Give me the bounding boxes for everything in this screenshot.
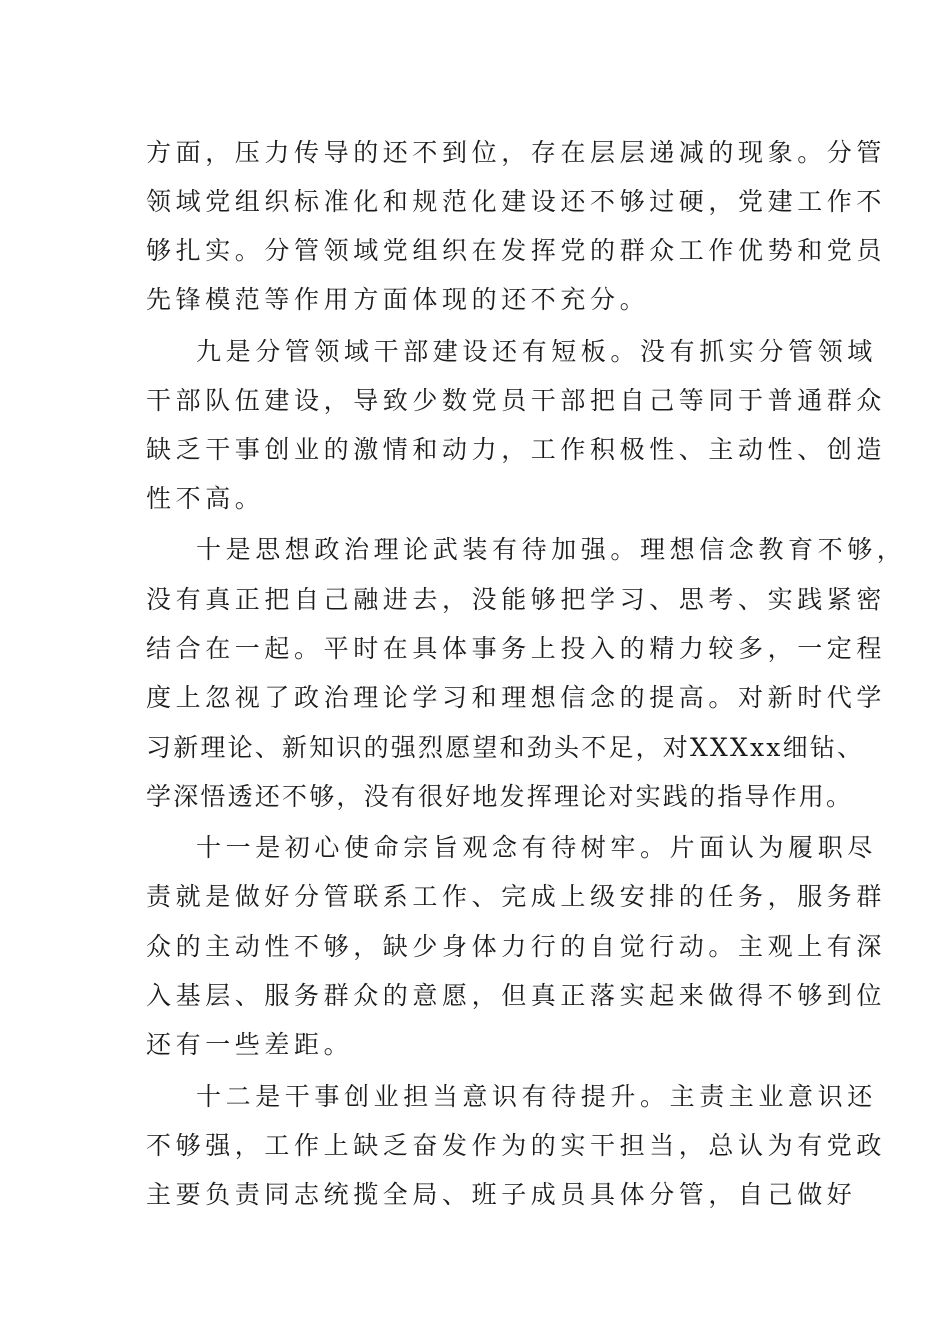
paragraph-first-line: 十一是初心使命宗旨观念有待树牢。片面认为履职尽 bbox=[196, 833, 877, 862]
text-line: 习新理论、新知识的强烈愿望和劲头不足，对XXXxx细钻、 bbox=[146, 733, 865, 762]
text-line: 够扎实。分管领域党组织在发挥党的群众工作优势和党员 bbox=[146, 236, 887, 265]
text-line: 入基层、服务群众的意愿，但真正落实起来做得不够到位 bbox=[146, 981, 887, 1010]
text-line: 方面，压力传导的还不到位，存在层层递减的现象。分管 bbox=[146, 138, 887, 167]
text-line: 结合在一起。平时在具体事务上投入的精力较多，一定程 bbox=[146, 634, 887, 663]
text-line: 缺乏干事创业的激情和动力，工作积极性、主动性、创造 bbox=[146, 435, 887, 464]
text-line: 度上忽视了政治理论学习和理想信念的提高。对新时代学 bbox=[146, 683, 887, 712]
text-line: 学深悟透还不够，没有很好地发挥理论对实践的指导作用。 bbox=[146, 782, 854, 811]
text-line: 责就是做好分管联系工作、完成上级安排的任务，服务群 bbox=[146, 882, 887, 911]
text-line: 领域党组织标准化和规范化建设还不够过硬，党建工作不 bbox=[146, 187, 887, 216]
text-line: 没有真正把自己融进去，没能够把学习、思考、实践紧密 bbox=[146, 585, 887, 614]
text-line: 主要负责同志统揽全局、班子成员具体分管，自己做好 bbox=[146, 1180, 857, 1209]
text-line: 性不高。 bbox=[146, 484, 265, 513]
text-line: 众的主动性不够，缺少身体力行的自觉行动。主观上有深 bbox=[146, 932, 887, 961]
paragraph-first-line: 十是思想政治理论武装有待加强。理想信念教育不够， bbox=[196, 535, 907, 564]
text-line: 先锋模范等作用方面体现的还不充分。 bbox=[146, 285, 650, 314]
paragraph-first-line: 十二是干事创业担当意识有待提升。主责主业意识还 bbox=[196, 1082, 877, 1111]
text-line: 不够强，工作上缺乏奋发作为的实干担当，总认为有党政 bbox=[146, 1131, 887, 1160]
paragraph-first-line: 九是分管领域干部建设还有短板。没有抓实分管领域 bbox=[196, 337, 877, 366]
text-line: 干部队伍建设，导致少数党员干部把自己等同于普通群众 bbox=[146, 386, 887, 415]
text-line: 还有一些差距。 bbox=[146, 1030, 354, 1059]
